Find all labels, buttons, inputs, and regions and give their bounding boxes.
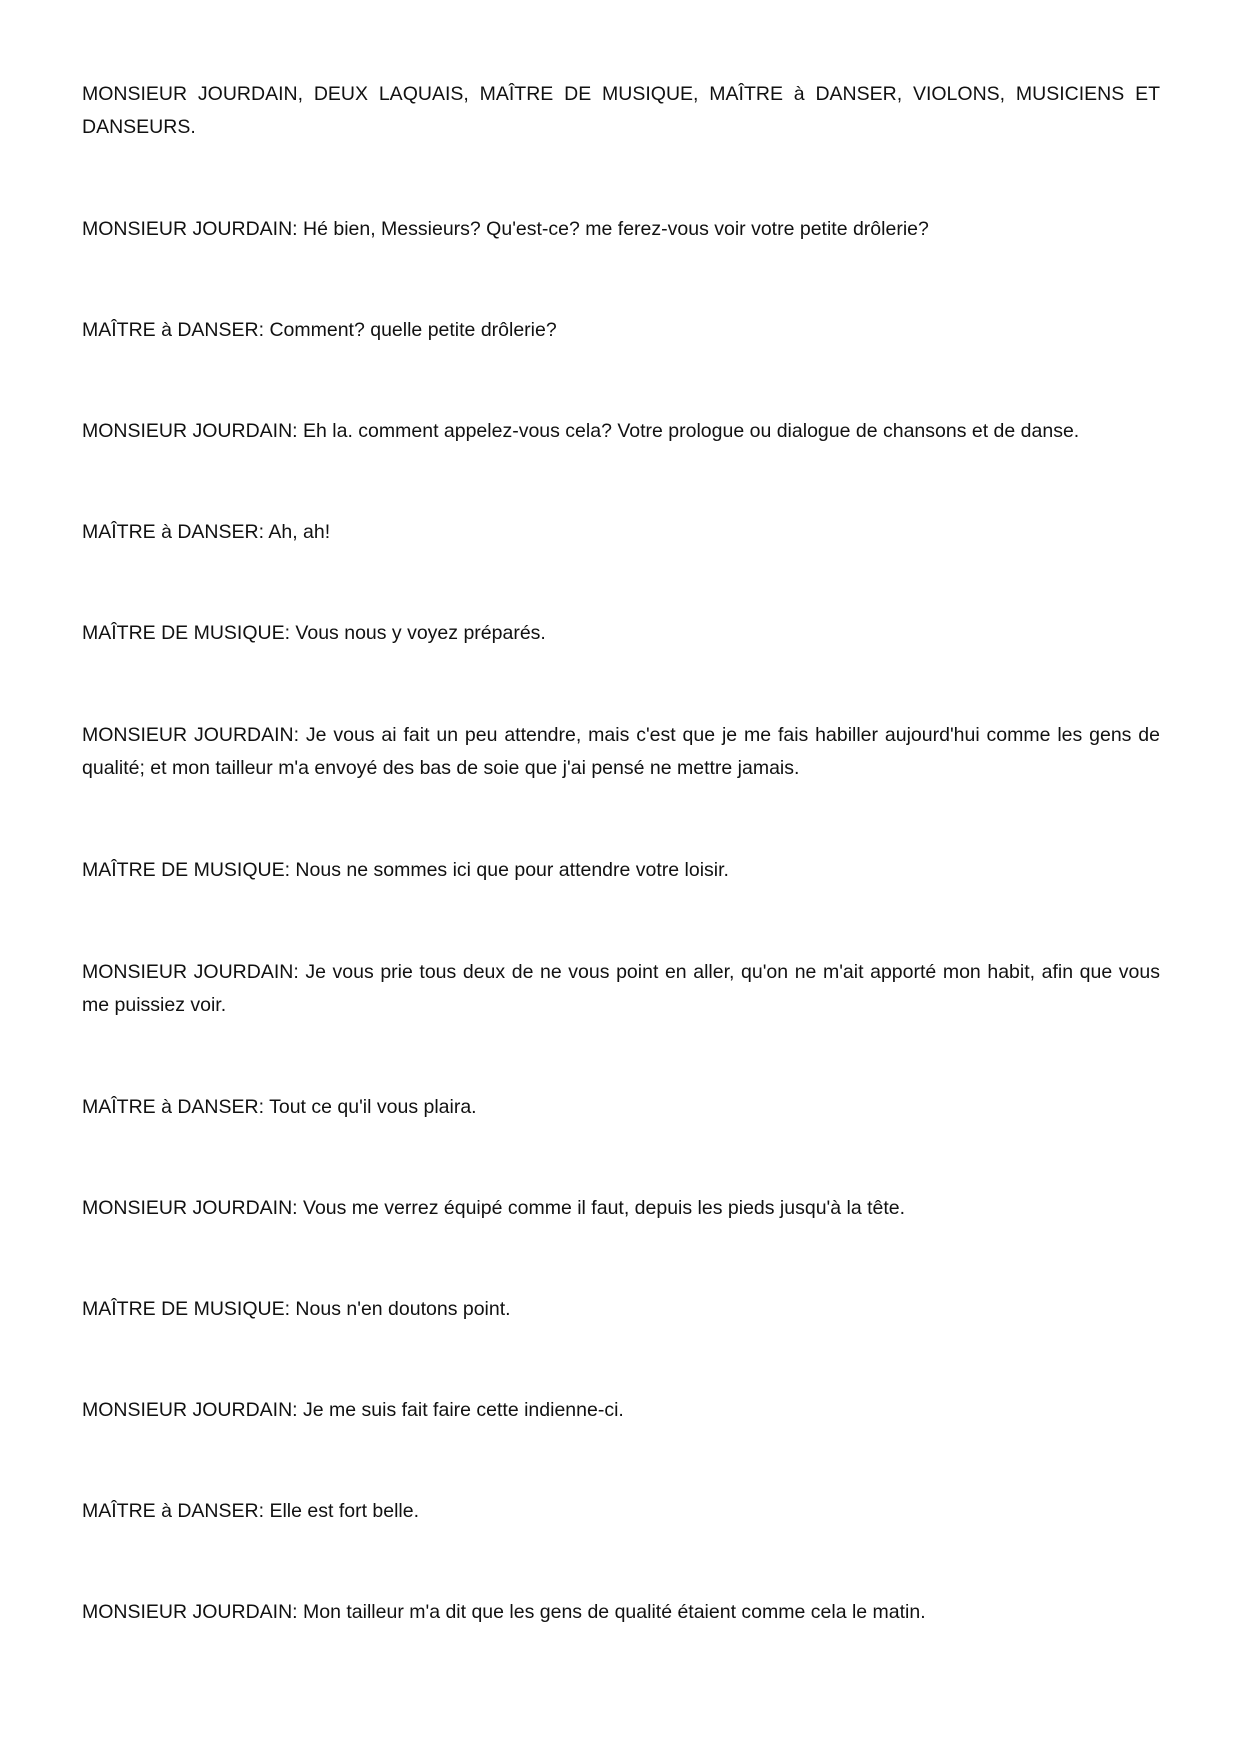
dialogue-line: MONSIEUR JOURDAIN: Eh la. comment appelez-vous cela? Votre prologue ou dialogue de chansons et de danse.	[82, 420, 1080, 442]
dialogue-line: MAÎTRE à DANSER: Elle est fort belle.	[82, 1500, 420, 1522]
dialogue-line: MAÎTRE DE MUSIQUE: Vous nous y voyez préparés.	[82, 622, 546, 644]
dialogue-line: MONSIEUR JOURDAIN: Hé bien, Messieurs? Qu'est-ce? me ferez-vous voir votre petite drôlerie?	[82, 218, 929, 240]
dialogue-line: MONSIEUR JOURDAIN: Je vous ai fait un peu attendre, mais c'est que je me fais habiller aujourd'hui comme les gens de qualité; et mon tailleur m'a envoyé des bas de soie que j'ai pensé ne mettre jamais.	[82, 724, 1160, 779]
document-page	[82, 78, 1160, 1629]
dialogue-line: MONSIEUR JOURDAIN: Je me suis fait faire cette indienne-ci.	[82, 1399, 624, 1421]
dialogue-line: MONSIEUR JOURDAIN: Mon tailleur m'a dit que les gens de qualité étaient comme cela le matin.	[82, 1601, 926, 1623]
dialogue-line: MAÎTRE à DANSER: Comment? quelle petite drôlerie?	[82, 319, 557, 341]
dialogue-line: MONSIEUR JOURDAIN: Je vous prie tous deux de ne vous point en aller, qu'on ne m'ait apporté mon habit, afin que vous me puissiez voir.	[82, 961, 1160, 1016]
dialogue-line: MAÎTRE DE MUSIQUE: Nous n'en doutons point.	[82, 1298, 511, 1320]
dialogue-line: MONSIEUR JOURDAIN: Vous me verrez équipé comme il faut, depuis les pieds jusqu'à la tête.	[82, 1197, 906, 1219]
stage-direction: MONSIEUR JOURDAIN, DEUX LAQUAIS, MAÎTRE DE MUSIQUE, MAÎTRE à DANSER, VIOLONS, MUSICIENS ET DANSEURS.	[82, 83, 1160, 138]
dialogue-line: MAÎTRE à DANSER: Ah, ah!	[82, 521, 331, 543]
dialogue-line: MAÎTRE DE MUSIQUE: Nous ne sommes ici que pour attendre votre loisir.	[82, 859, 729, 881]
dialogue-line: MAÎTRE à DANSER: Tout ce qu'il vous plaira.	[82, 1096, 477, 1118]
